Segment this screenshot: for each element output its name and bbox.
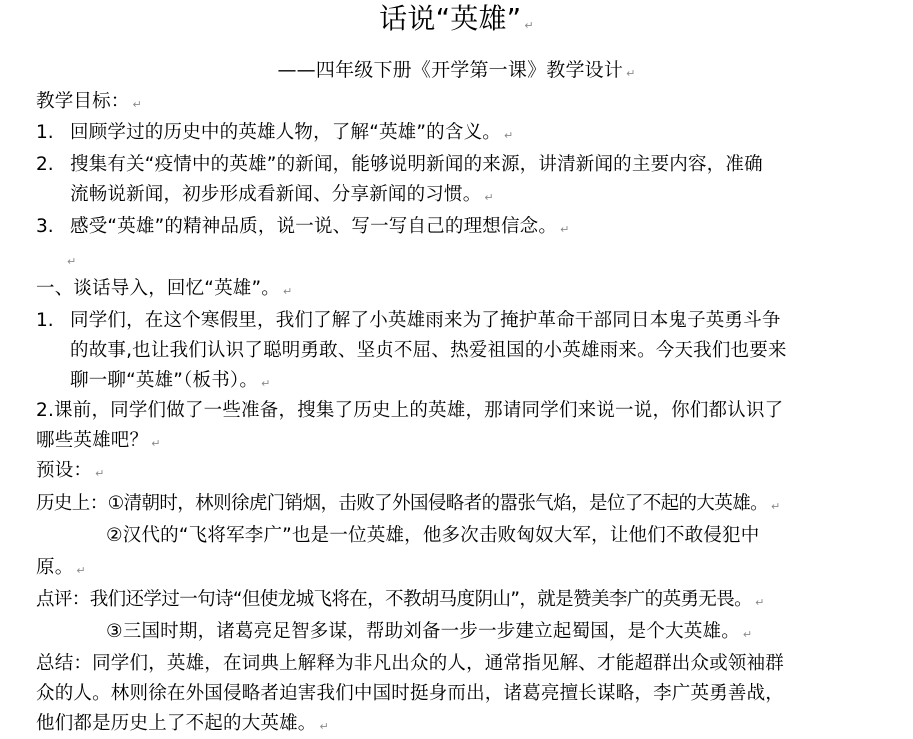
history-line-3: 原。 ↵ <box>36 557 86 578</box>
comment-line: 点评：我们还学过一句诗“但使龙城飞将在，不教胡马度阴山”，就是赞美李广的英勇无畏。 ↵ <box>36 589 764 610</box>
section-1-item-2-line-1: 2.课前，同学们做了一些准备，搜集了历史上的英雄，那请同学们来说一说，你们都认识了 <box>36 400 784 421</box>
section-1-item-1-number: 1. <box>36 310 54 331</box>
paragraph-mark-icon: ↵ <box>95 467 105 480</box>
paragraph-mark-icon: ↵ <box>771 500 780 513</box>
objective-2-number: 2. <box>36 154 54 175</box>
history-line-1: 历史上：①清朝时，林则徐虎门销烟，击败了外国侵略者的嚣张气焰，是位了不起的大英雄。 ↵ <box>36 493 780 514</box>
paragraph-mark-icon: ↵ <box>755 596 764 609</box>
paragraph-mark-icon: ↵ <box>76 564 86 577</box>
paragraph-mark-icon: ↵ <box>151 437 161 450</box>
objective-2-text-line-2: 流畅说新闻，初步形成看新闻、分享新闻的习惯。 ↵ <box>70 184 494 205</box>
summary-line-3: 他们都是历史上了不起的大英雄。 ↵ <box>36 713 329 734</box>
three-kingdoms-line: ③三国时期，诸葛亮足智多谋，帮助刘备一步一步建立起蜀国，是个大英雄。 ↵ <box>106 621 753 642</box>
section-1-item-1-line-1: 同学们，在这个寒假里，我们了解了小英雄雨来为了掩护革命干部同日本鬼子英勇斗争 <box>70 310 781 331</box>
paragraph-mark-icon: ↵ <box>484 191 494 204</box>
section-1-item-1-line-3: 聊一聊“英雄”（板书）。 ↵ <box>70 370 271 391</box>
section-1-item-2-line-2: 哪些英雄吧？ ↵ <box>36 430 161 451</box>
paragraph-mark-icon: ↵ <box>282 285 293 298</box>
paragraph-mark-icon: ↵ <box>503 129 514 142</box>
preset-label: 预设： ↵ <box>36 460 105 481</box>
paragraph-mark-icon: ↵ <box>742 628 753 641</box>
paragraph-mark-icon: ↵ <box>524 19 534 32</box>
objectives-heading: 教学目标： ↵ <box>36 91 142 112</box>
section-1-heading: 一、谈话导入，回忆“英雄”。 ↵ <box>36 278 293 299</box>
objective-3-text: 感受“英雄”的精神品质，说一说、写一写自己的理想信念。 ↵ <box>70 216 570 237</box>
summary-line-2: 众的人。林则徐在外国侵略者迫害我们中国时挺身而出，诸葛亮擅长谋略，李广英勇善战， <box>36 683 785 704</box>
objective-3-number: 3. <box>36 216 54 237</box>
empty-paragraph <box>64 247 76 274</box>
paragraph-mark-icon: ↵ <box>132 98 142 111</box>
document-title: 话说“英雄” ↵ <box>379 2 534 35</box>
history-line-2: ②汉代的“飞将军李广”也是一位英雄，他多次击败匈奴大军，让他们不敢侵犯中 <box>106 525 760 546</box>
objective-1-text: 回顾学过的历史中的英雄人物，了解“英雄”的含义。 ↵ <box>70 122 514 143</box>
section-1-item-1-line-2: 的故事,也让我们认识了聪明勇敢、坚贞不屈、热爱祖国的小英雄雨来。今天我们也要来 <box>70 340 787 361</box>
paragraph-mark-icon: ↵ <box>560 223 570 236</box>
document-subtitle: ——四年级下册《开学第一课》教学设计 ↵ <box>277 59 636 81</box>
paragraph-mark-icon: ↵ <box>67 255 77 268</box>
objective-1-number: 1. <box>36 122 54 143</box>
paragraph-mark-icon: ↵ <box>626 67 636 80</box>
summary-line-1: 总结：同学们，英雄，在词典上解释为非凡出众的人，通常指见解、才能超群出众或领袖群 <box>36 653 785 674</box>
paragraph-mark-icon: ↵ <box>261 377 271 390</box>
paragraph-mark-icon: ↵ <box>319 720 329 733</box>
objective-2-text-line-1: 搜集有关“疫情中的英雄”的新闻，能够说明新闻的来源，讲清新闻的主要内容，准确 <box>70 154 763 175</box>
